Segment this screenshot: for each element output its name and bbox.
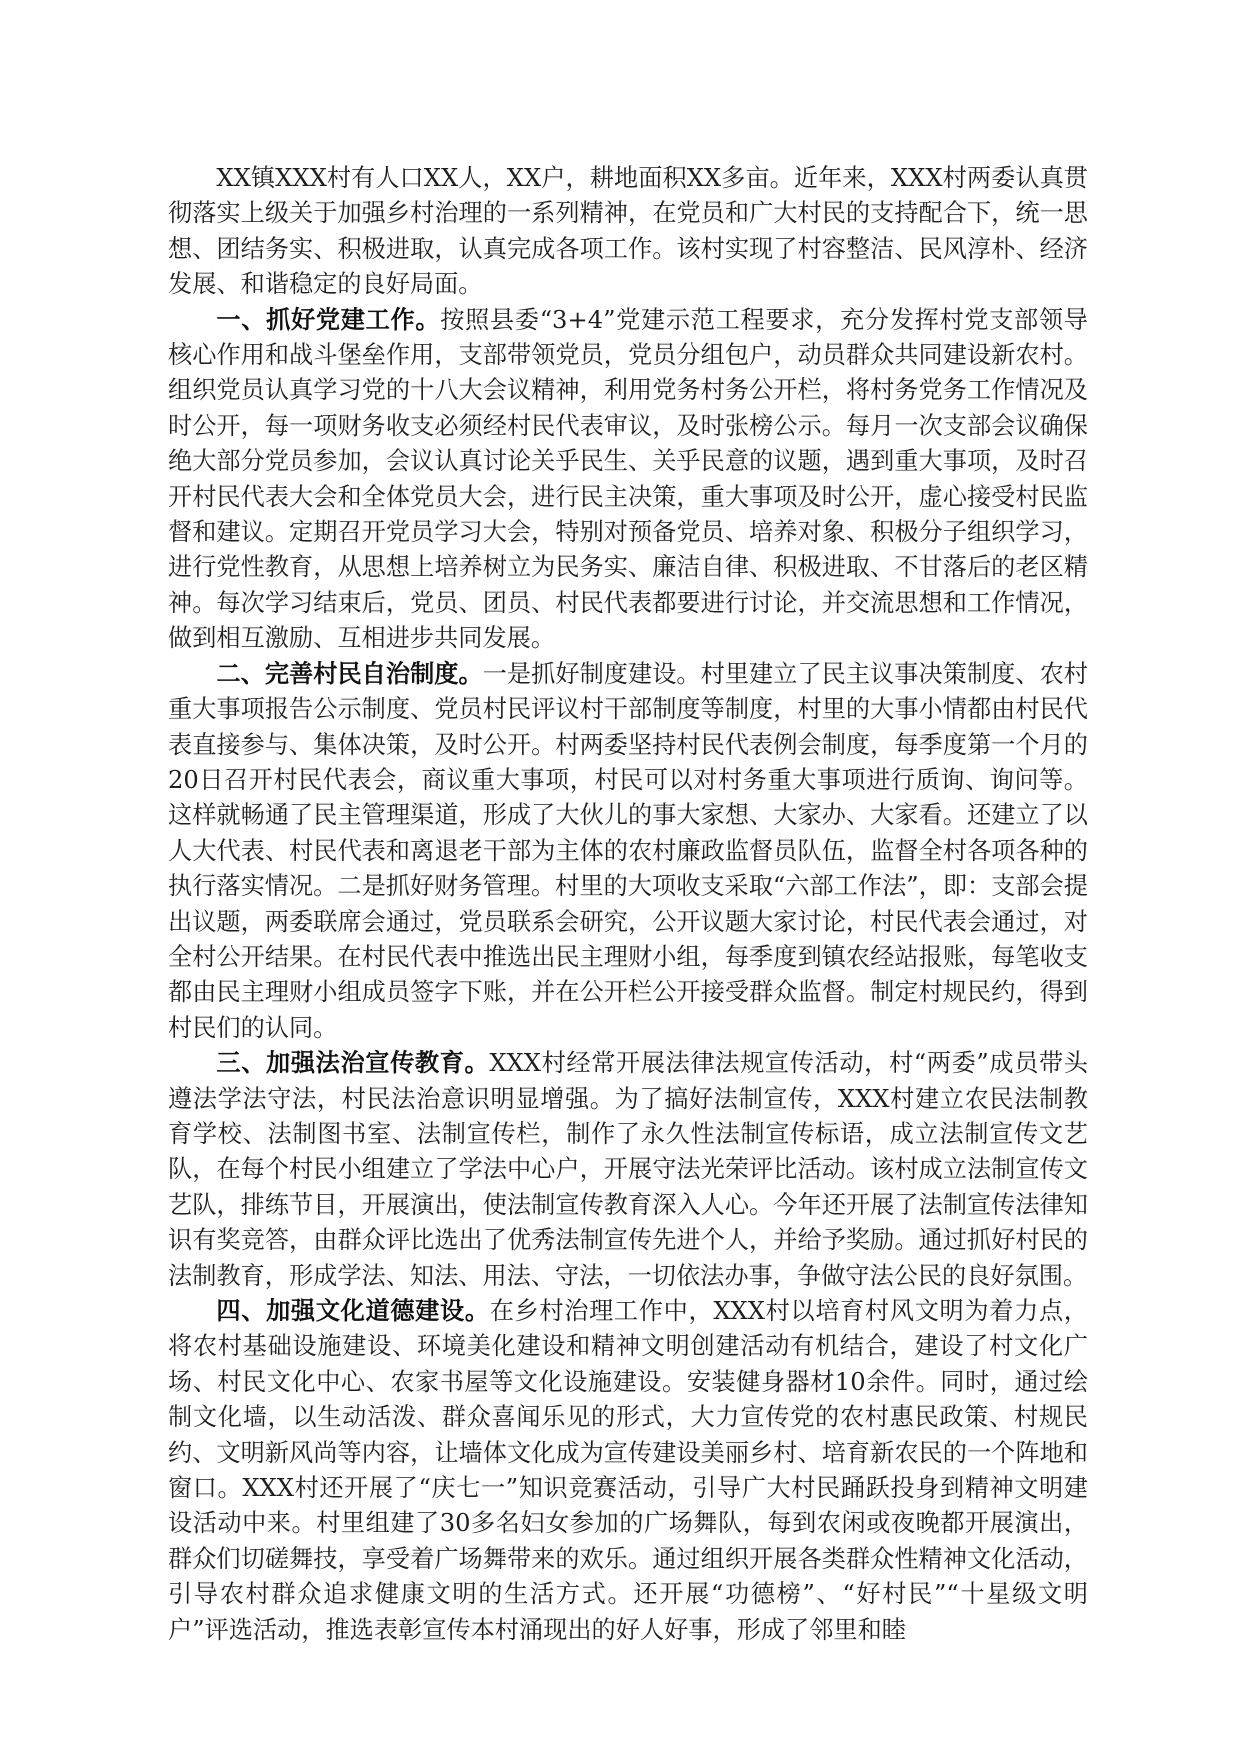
paragraph-villager-autonomy-text: 一是抓好制度建设。村里建立了民主议事决策制度、农村重大事项报告公示制度、党员村民评议村干部制度等制度，村里的大事小情都由村民代表直接参与、集体决策，及时公开。村两委坚持村民代表例会制度，每季度第一个月的20日召开村民代表会，商议重大事项，村民可以对村务重大事项进行质询、询问等。这样就畅通了民主管理渠道，形成了大伙儿的事大家想、大家办、大家看。还建立了以人大代表、村民代表和离退老干部为主体的农村廉政监督员队伍，监督全村各项各种的执行落实情况。二是抓好财务管理。村里的大项收支采取“六部工作法”，即：支部会提出议题，两委联席会通过，党员联系会研究，公开议题大家讨论，村民代表会通过，对全村公开结果。在村民代表中推选出民主理财小组，每季度到镇农经站报账，每笔收支都由民主理财小组成员签字下账，并在公开栏公开接受群众监督。制定村规民约，得到村民们的认同。 (168, 659, 1088, 1042)
section-heading-villager-autonomy: 二、完善村民自治制度。 (216, 659, 483, 688)
paragraph-party-building-text: 按照县委“3+4”党建示范工程要求，充分发挥村党支部领导核心作用和战斗堡垒作用，支部带领党员，党员分组包户，动员群众共同建设新农村。组织党员认真学习党的十八大会议精神，利用党务村务公开栏，将村务党务工作情况及时公开，每一项财务收支必须经村民代表审议，及时张榜公示。每月一次支部会议确保绝大部分党员参加，会议认真讨论关乎民生、关乎民意的议题，遇到重大事项，及时召开村民代表大会和全体党员大会，进行民主决策，重大事项及时公开，虚心接受村民监督和建议。定期召开党员学习大会，特别对预备党员、培养对象、积极分子组织学习，进行党性教育，从思想上培养树立为民务实、廉洁自律、积极进取、不甘落后的老区精神。每次学习结束后，党员、团员、村民代表都要进行讨论，并交流思想和工作情况，做到相互激励、互相进步共同发展。 (168, 305, 1088, 653)
paragraph-intro-text: XX镇XXX村有人口XX人，XX户，耕地面积XX多亩。近年来，XXX村两委认真贯彻落实上级关于加强乡村治理的一系列精神，在党员和广大村民的支持配合下，统一思想、团结务实、积极进取，认真完成各项工作。该村实现了村容整洁、民风淳朴、经济发展、和谐稳定的良好局面。 (168, 164, 1088, 299)
section-heading-legal-education: 三、加强法治宣传教育。 (216, 1049, 490, 1078)
section-heading-party-building: 一、抓好党建工作。 (216, 305, 441, 334)
paragraph-legal-education-text: XXX村经常开展法律法规宣传活动，村“两委”成员带头遵法学法守法，村民法治意识明显增强。为了搞好法制宣传，XXX村建立农民法制教育学校、法制图书室、法制宣传栏，制作了永久性法制宣传标语，成立法制宣传文艺队，在每个村民小组建立了学法中心户，开展守法光荣评比活动。该村成立法制宣传文艺队，排练节目，开展演出，使法制宣传教育深入人心。今年还开展了法制宣传法律知识有奖竞答，由群众评比选出了优秀法制宣传先进个人，并给予奖励。通过抓好村民的法制教育，形成学法、知法、用法、守法，一切依法办事，争做守法公民的良好氛围。 (168, 1049, 1088, 1290)
paragraph-legal-education (168, 1046, 1088, 1294)
document-body (168, 161, 1088, 1648)
paragraph-party-building (168, 303, 1088, 657)
paragraph-villager-autonomy (168, 657, 1088, 1046)
paragraph-cultural-morality-text: 在乡村治理工作中，XXX村以培育村风文明为着力点，将农村基础设施建设、环境美化建设和精神文明创建活动有机结合，建设了村文化广场、村民文化中心、农家书屋等文化设施建设。安装健身器材10余件。同时，通过绘制文化墙，以生动活泼、群众喜闻乐见的形式，大力宣传党的农村惠民政策、村规民约、文明新风尚等内容，让墙体文化成为宣传建设美丽乡村、培育新农民的一个阵地和窗口。XXX村还开展了“庆七一”知识竞赛活动，引导广大村民踊跃投身到精神文明建设活动中来。村里组建了30多名妇女参加的广场舞队，每到农闲或夜晚都开展演出，群众们切磋舞技，享受着广场舞带来的欢乐。通过组织开展各类群众性精神文化活动，引导农村群众追求健康文明的生活方式。还开展“功德榜”、“好村民”“十星级文明户”评选活动，推选表彰宣传本村涌现出的好人好事，形成了邻里和睦 (168, 1297, 1088, 1644)
section-heading-cultural-morality: 四、加强文化道德建设。 (216, 1297, 490, 1325)
paragraph-intro (168, 161, 1088, 303)
paragraph-cultural-morality (168, 1294, 1088, 1648)
